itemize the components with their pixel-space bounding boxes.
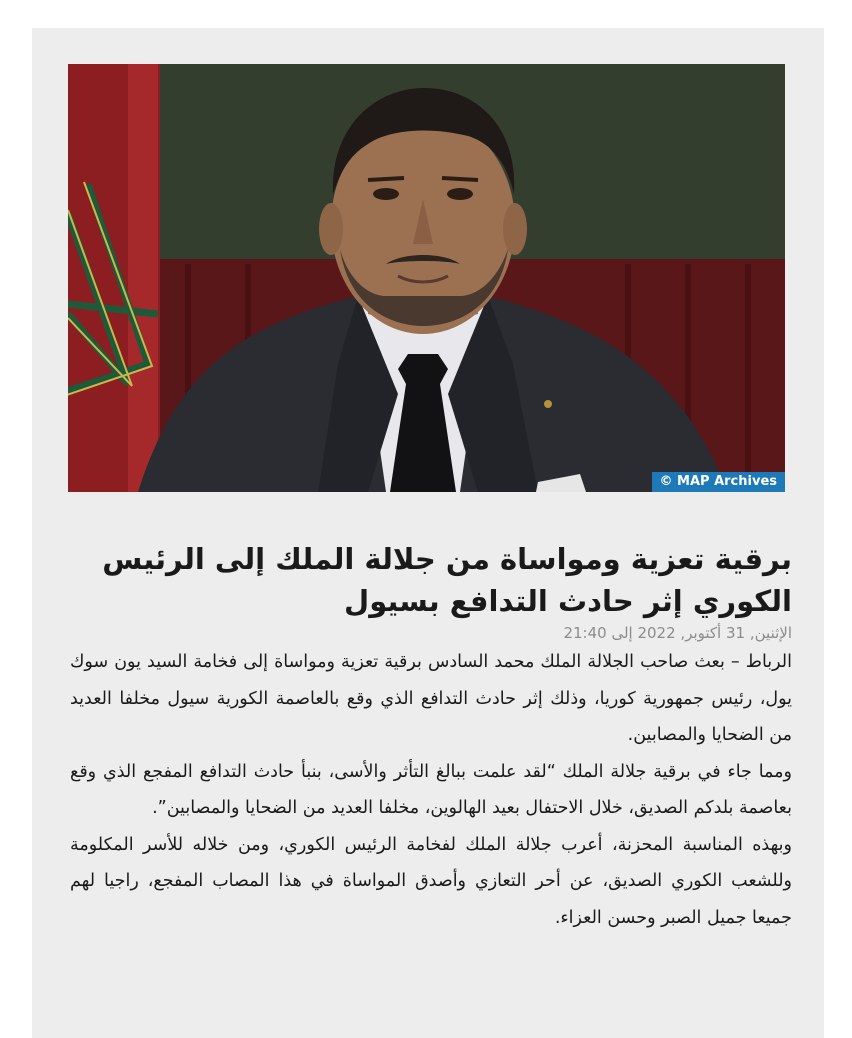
article-paragraph: وبهذه المناسبة المحزنة، أعرب جلالة الملك لفخامة الرئيس الكوري، ومن خلاله للأسر المكلومة وللشعب الكوري الصديق، عن أحر التعازي وأصدق المواساة في هذا المصاب المفجع، راجيا لهم جميعا جميل الصبر وحسن العزاء. <box>70 834 792 928</box>
article-paragraph: ومما جاء في برقية جلالة الملك “لقد علمت ببالغ التأثر والأسى، بنبأ حادث التدافع المفجع الذي وقع بعاصمة بلدكم الصديق، خلال الاحتفال بعيد الهالوين، مخلفا العديد من الضحايا والمصابين”. <box>70 761 792 818</box>
article-paragraph: الرباط – بعث صاحب الجلالة الملك محمد السادس برقية تعزية ومواساة إلى فخامة السيد يون سوك يول، رئيس جمهورية كوريا، وذلك إثر حادث التدافع الذي وقع بالعاصمة الكورية سيول مخلفا العديد من الضحايا والمصابين. <box>70 652 792 745</box>
article-title: برقية تعزية ومواساة من جلالة الملك إلى الرئيس الكوري إثر حادث التدافع بسيول <box>102 542 792 618</box>
article <box>70 538 792 936</box>
article-photo <box>68 64 785 492</box>
photo-credit: © MAP Archives <box>652 472 786 492</box>
article-date: الإثنين, 31 أكتوبر, 2022 إلى 21:40 <box>563 624 792 642</box>
portrait-illustration <box>68 64 785 492</box>
article-body <box>70 644 792 936</box>
